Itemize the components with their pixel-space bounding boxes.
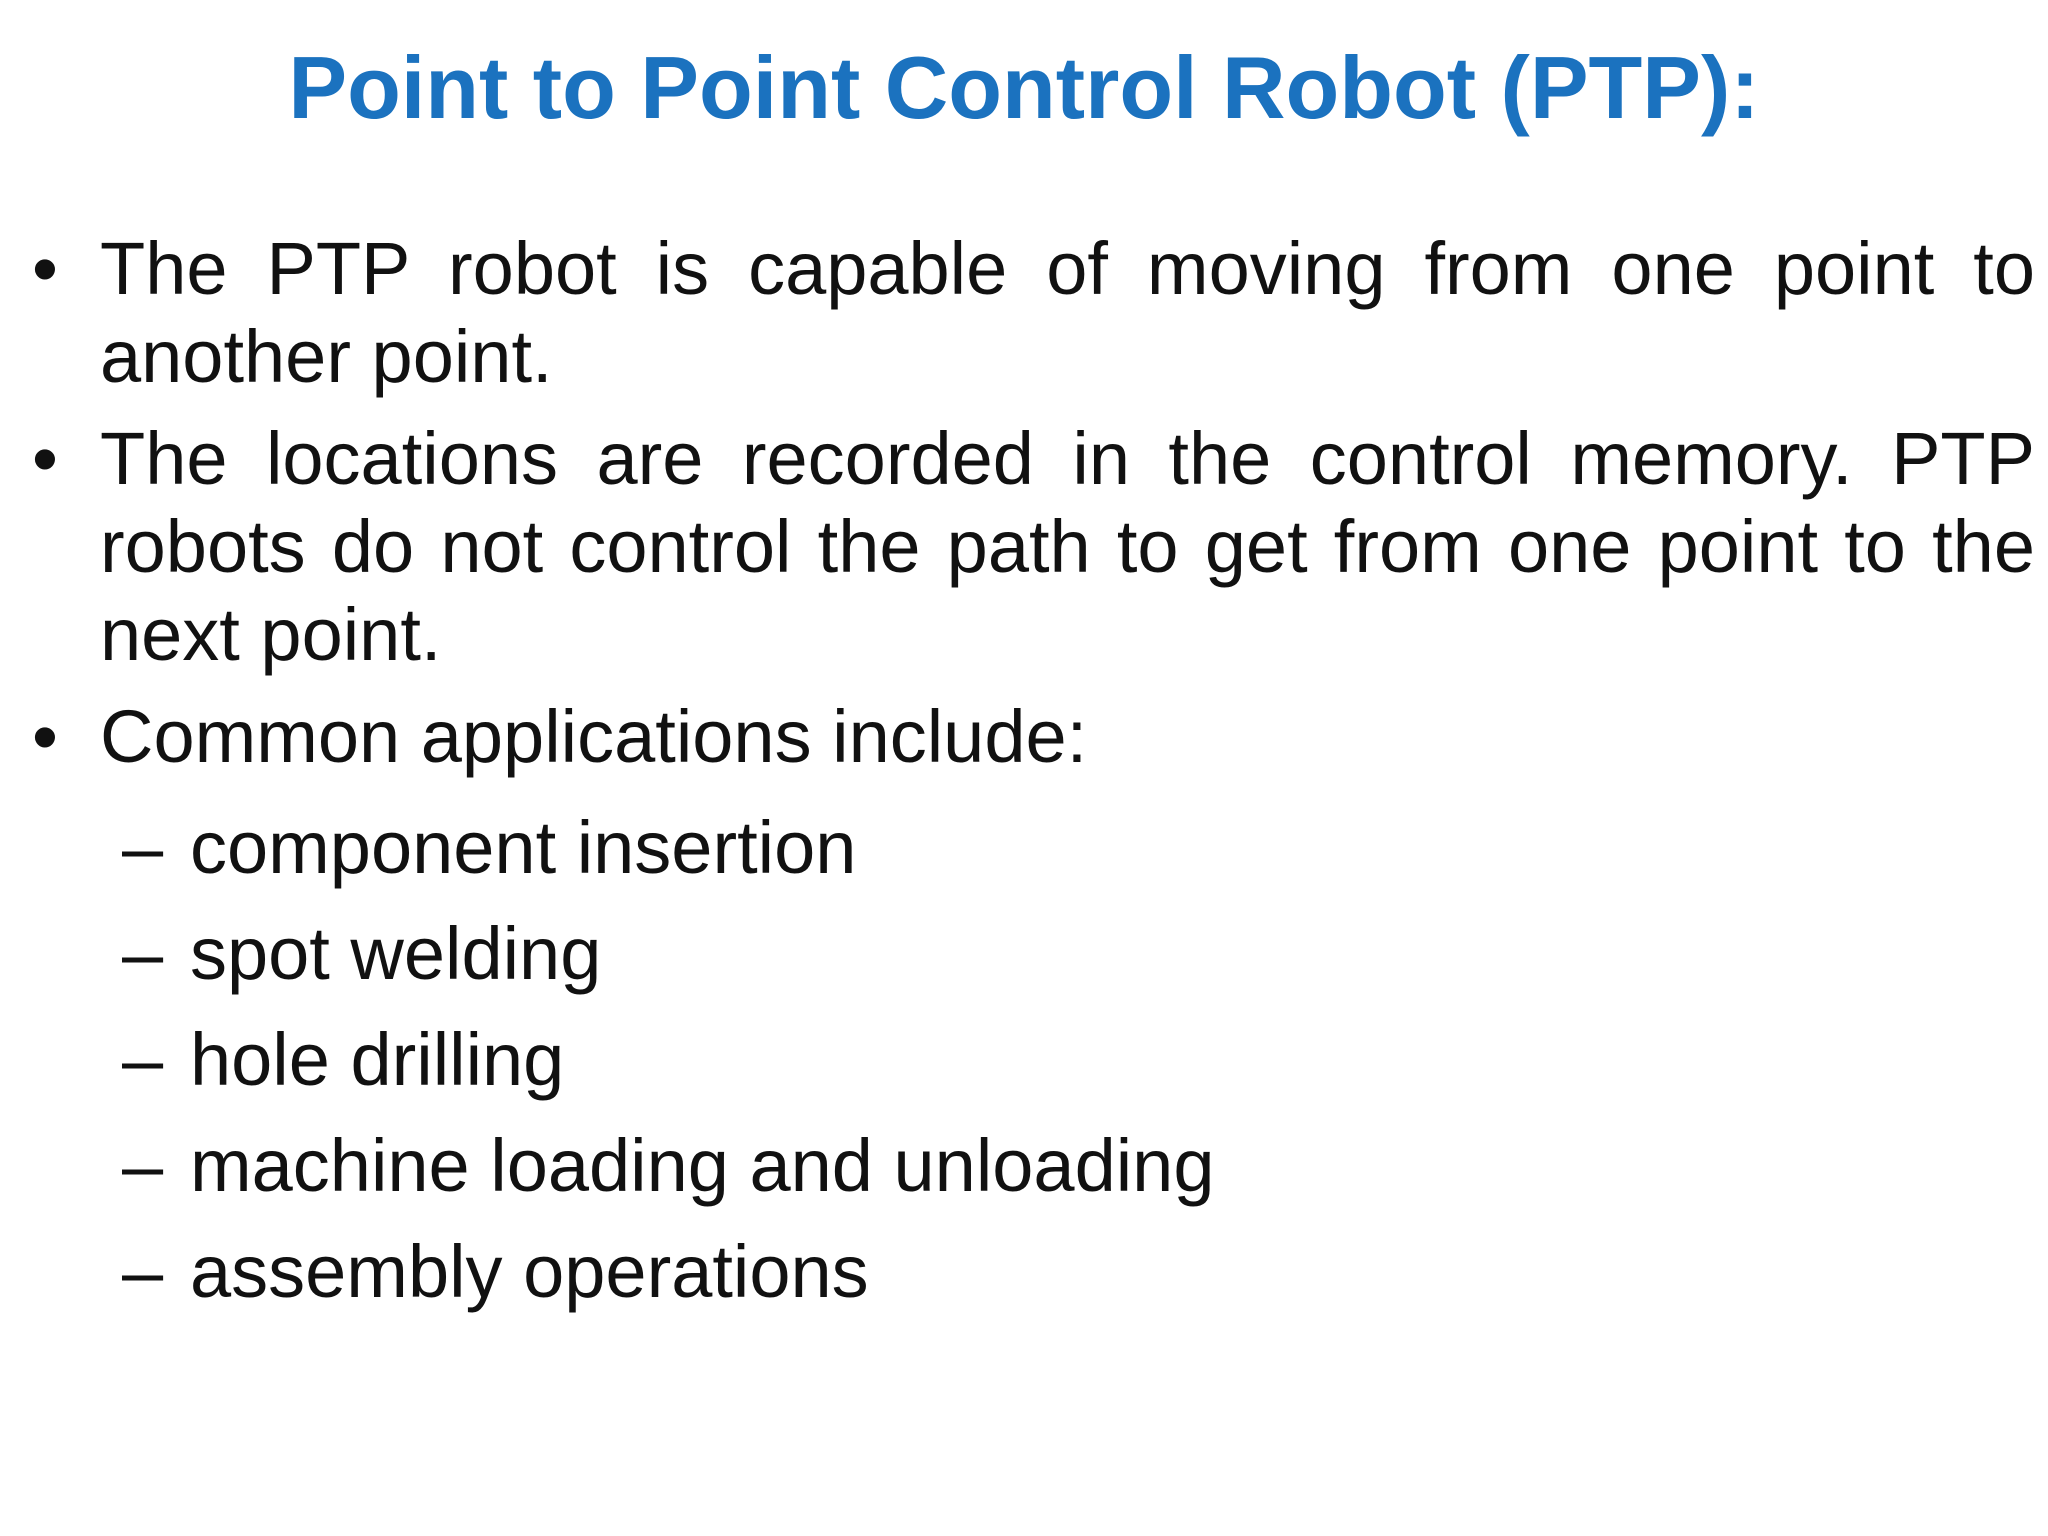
bullet-item (0, 693, 2035, 781)
application-text: hole drilling (190, 1018, 565, 1101)
bullet-item (0, 225, 2035, 401)
application-text: component insertion (190, 806, 857, 889)
bullet-text: The PTP robot is capable of moving from one point to another point. (100, 227, 2035, 398)
bullet-marker: • (32, 695, 58, 778)
application-item (0, 901, 2048, 1007)
bullet-marker: • (32, 417, 58, 500)
application-text: machine loading and unloading (190, 1124, 1215, 1207)
sub-marker: – (122, 806, 164, 889)
application-item (0, 1007, 2048, 1113)
sub-marker: – (122, 1230, 164, 1313)
application-item (0, 1113, 2048, 1219)
application-item (0, 1219, 2048, 1325)
application-text: assembly operations (190, 1230, 869, 1313)
applications-list (0, 795, 2048, 1325)
slide-body (0, 225, 2048, 1325)
sub-marker: – (122, 1124, 164, 1207)
bullet-marker: • (32, 227, 58, 310)
bullet-text: Common applications include: (100, 695, 1088, 778)
application-text: spot welding (190, 912, 602, 995)
application-item (0, 795, 2048, 901)
bullet-item (0, 415, 2035, 679)
sub-marker: – (122, 1018, 164, 1101)
slide-title: Point to Point Control Robot (PTP): (288, 38, 1760, 137)
sub-marker: – (122, 912, 164, 995)
bullet-text: The locations are recorded in the control memory. PTP robots do not control the path to get from one point to the next point. (100, 417, 2035, 676)
